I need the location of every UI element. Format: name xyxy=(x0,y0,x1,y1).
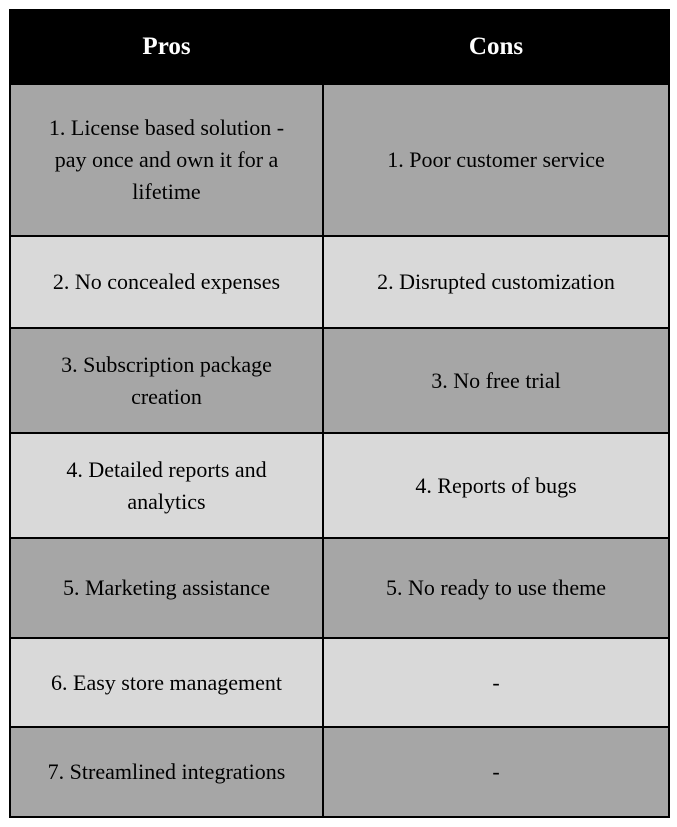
cons-cell: - xyxy=(323,727,669,817)
pros-cell: 1. License based solution - pay once and own it for a lifetime xyxy=(10,84,323,236)
cons-cell: 2. Disrupted customization xyxy=(323,236,669,328)
table-row xyxy=(10,236,669,328)
table-row xyxy=(10,433,669,538)
pros-cell: 7. Streamlined integrations xyxy=(10,727,323,817)
table-row xyxy=(10,638,669,727)
pros-cons-table xyxy=(9,9,670,818)
cons-cell: 5. No ready to use theme xyxy=(323,538,669,638)
cons-cell: - xyxy=(323,638,669,727)
cons-cell: 4. Reports of bugs xyxy=(323,433,669,538)
table-header-row xyxy=(10,10,669,84)
pros-cell: 2. No concealed expenses xyxy=(10,236,323,328)
cons-cell: 3. No free trial xyxy=(323,328,669,433)
cons-cell: 1. Poor customer service xyxy=(323,84,669,236)
table-row xyxy=(10,84,669,236)
table-row xyxy=(10,727,669,817)
table-row xyxy=(10,538,669,638)
table-row xyxy=(10,328,669,433)
pros-header: Pros xyxy=(10,10,323,84)
pros-cell: 3. Subscription package creation xyxy=(10,328,323,433)
pros-cell: 6. Easy store management xyxy=(10,638,323,727)
pros-cell: 5. Marketing assistance xyxy=(10,538,323,638)
pros-cell: 4. Detailed reports and analytics xyxy=(10,433,323,538)
cons-header: Cons xyxy=(323,10,669,84)
